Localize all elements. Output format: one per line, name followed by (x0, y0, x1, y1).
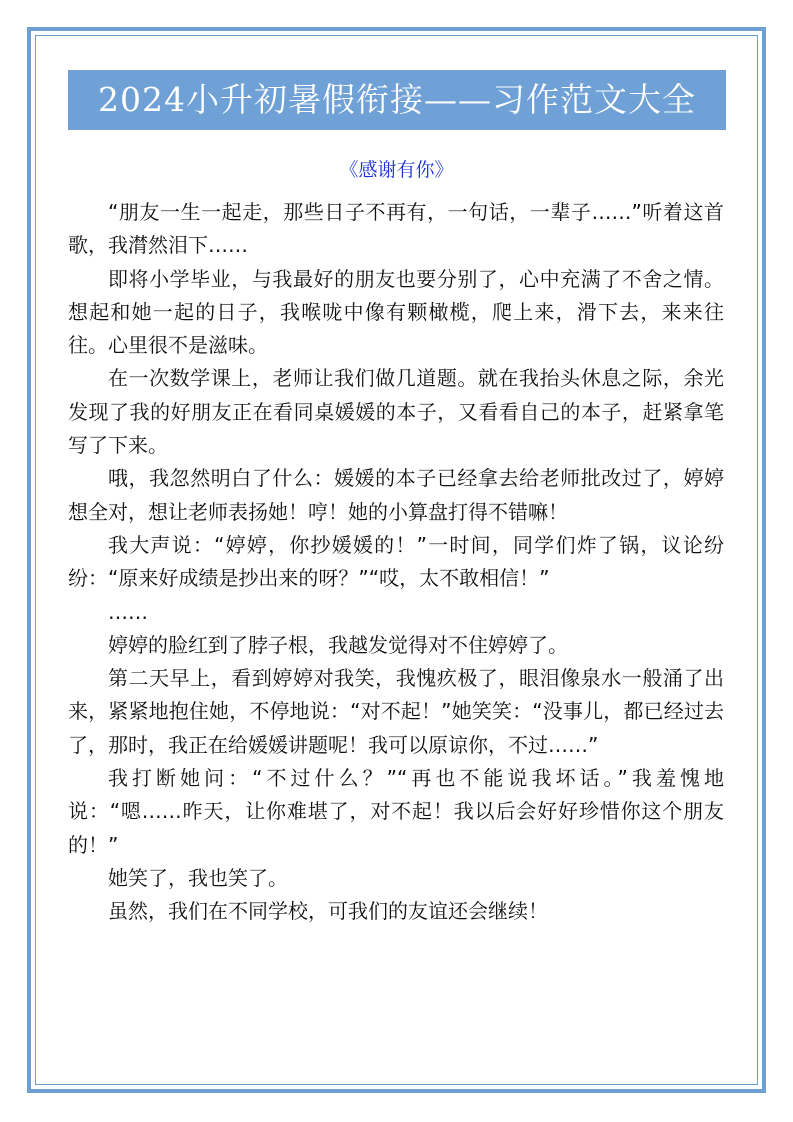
essay-paragraph: 我大声说：“婷婷，你抄媛媛的！”一时间，同学们炸了锅，议论纷纷：“原来好成绩是抄出来的呀？”“哎，太不敢相信！” (68, 532, 724, 591)
essay-paragraph: 虽然，我们在不同学校，可我们的友谊还会继续！ (108, 899, 548, 924)
essay-body (68, 196, 724, 929)
header-title: 2024小升初暑假衔接——习作范文大全 (98, 80, 696, 119)
essay-paragraph: 哦，我忽然明白了什么：媛媛的本子已经拿去给老师批改过了，婷婷想全对，想让老师表扬她！哼！她的小算盘打得不错嘛！ (68, 466, 724, 524)
header-banner (68, 70, 726, 130)
essay-paragraph: …… (108, 599, 148, 624)
essay-paragraph: 她笑了，我也笑了。 (108, 865, 288, 890)
essay-paragraph: 在一次数学课上，老师让我们做几道题。就在我抬头休息之际，余光发现了我的好朋友正在看同桌媛媛的本子，又看看自己的本子，赶紧拿笔写了下来。 (68, 366, 724, 458)
essay-title: 《感谢有你》 (339, 159, 454, 181)
essay-paragraph: 婷婷的脸红到了脖子根，我越发觉得对不住婷婷了。 (108, 632, 568, 657)
essay-paragraph: 我打断她问：“不过什么？”“再也不能说我坏话。”我羞愧地说：“嗯……昨天，让你难堪了，对不起！我以后会好好珍惜你这个朋友的！” (68, 766, 724, 857)
essay-paragraph: 第二天早上，看到婷婷对我笑，我愧疚极了，眼泪像泉水一般涌了出来，紧紧地抱住她，不停地说：“对不起！”她笑笑：“没事儿，都已经过去了，那时，我正在给媛媛讲题呢！我可以原谅你，不过……” (68, 666, 724, 757)
essay-paragraph: “朋友一生一起走，那些日子不再有，一句话，一辈子……”听着这首歌，我潸然泪下…… (68, 200, 724, 258)
essay-paragraph: 即将小学毕业，与我最好的朋友也要分别了，心中充满了不舍之情。想起和她一起的日子，我喉咙中像有颗橄榄，爬上来，滑下去，来来往往。心里很不是滋味。 (68, 266, 724, 358)
